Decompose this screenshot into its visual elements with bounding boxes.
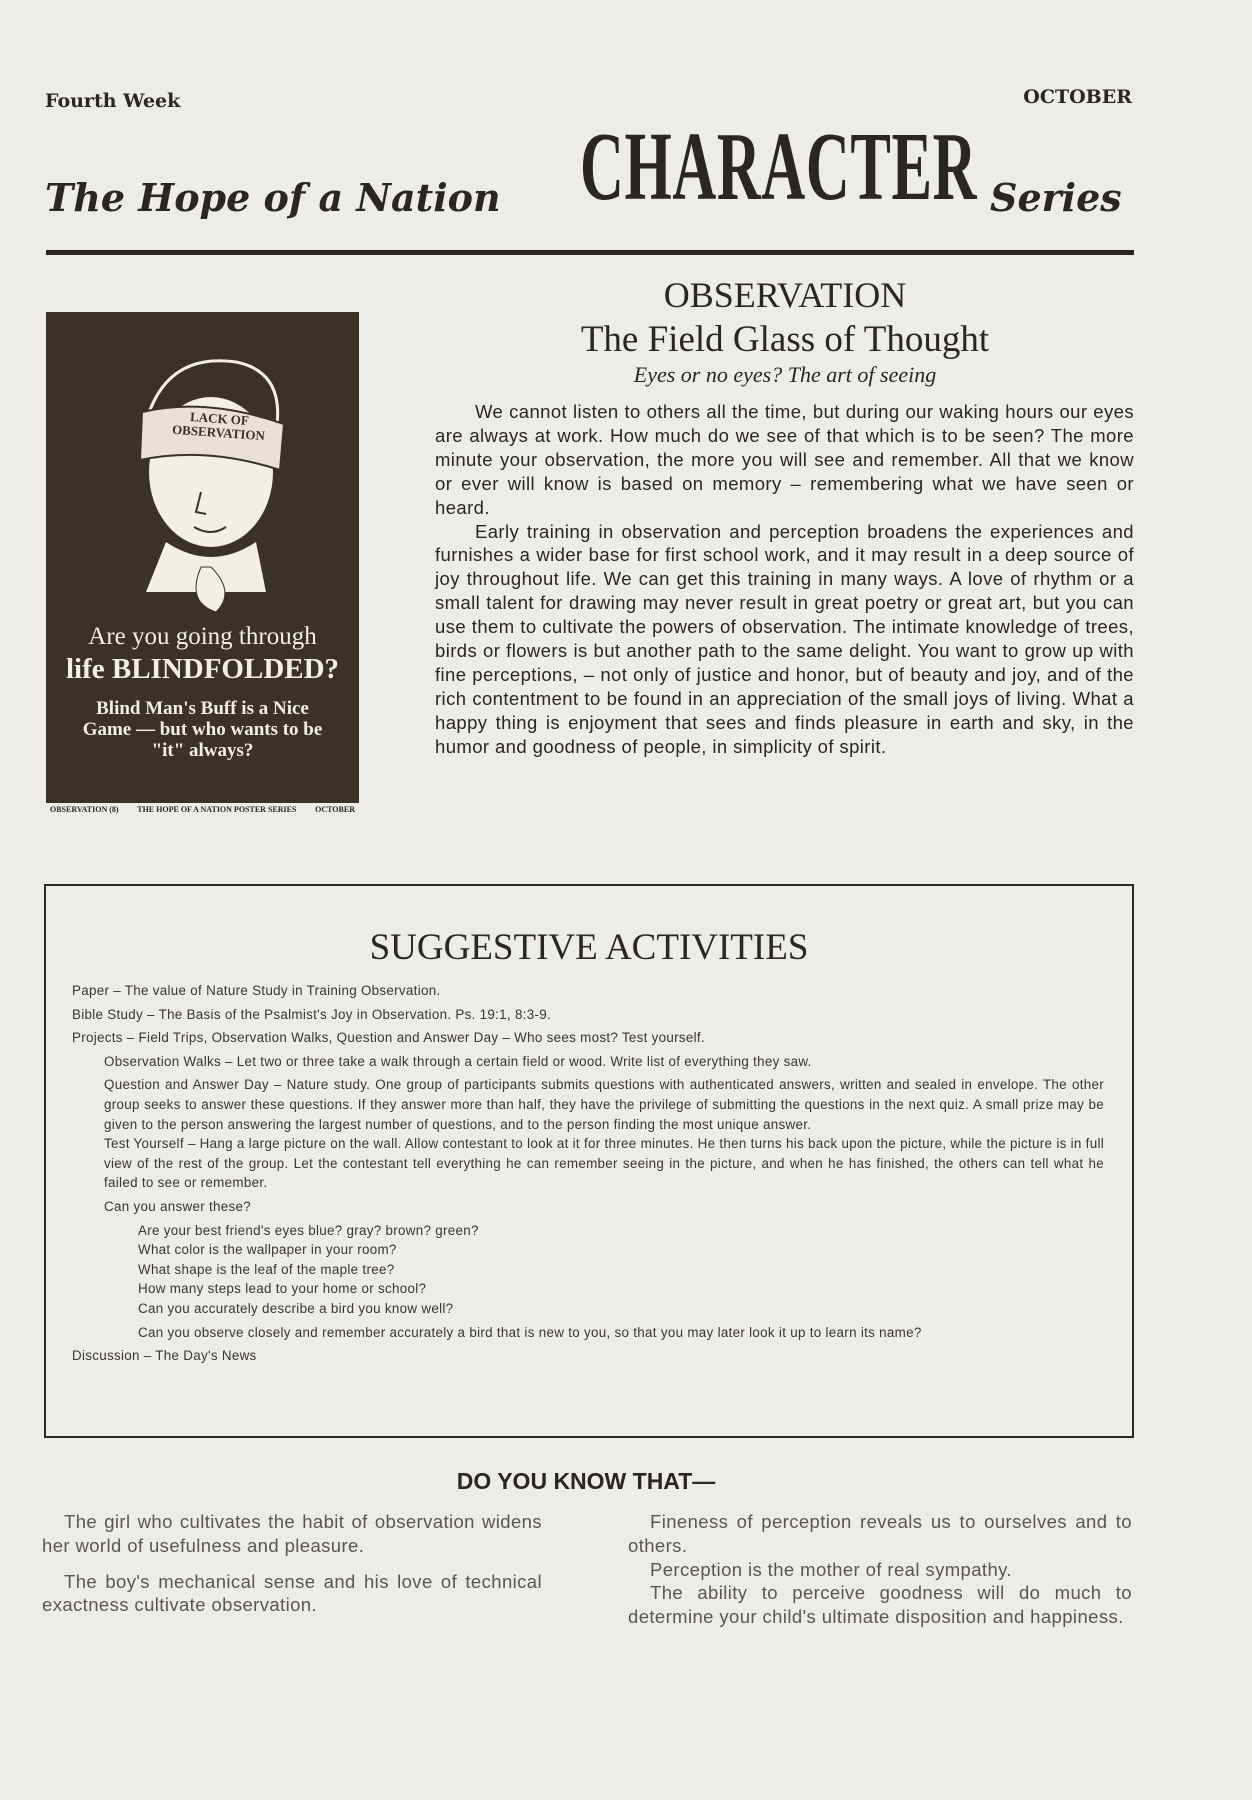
know-item: Fineness of perception reveals us to ourselves and to others.: [628, 1511, 1132, 1556]
series-title-left: The Hope of a Nation: [45, 175, 501, 220]
activities-list: [72, 981, 1104, 1370]
activity-qa: Question and Answer Day – Nature study. One group of participants submits questions with authenticated answers, written and sealed in envelope. The other group seeks to answer these questions. If they answer more than half, they have the privilege of submitting the questions in the next quiz. A small prize may be given to the person answering the largest number of questions, and to the person finding the most unique answer.: [104, 1077, 1104, 1132]
activity-walks: Observation Walks – Let two or three take a walk through a certain field or wood. Write list of everything they saw.: [104, 1053, 812, 1069]
blindfolded-boy-illustration: [106, 342, 306, 612]
question-item: Can you observe closely and remember accurately a bird that is new to you, so that you may later look it up to learn its name?: [138, 1324, 922, 1340]
article-paragraph: We cannot listen to others all the time, but during our waking hours our eyes are always at work. How much do we see of that which is to be seen? The more minute your observation, the more you will see and remember. All that we know or ever will know is based on memory – remembering what we have seen or heard.: [435, 401, 1134, 518]
poster-footer-mid: THE HOPE OF A NATION POSTER SERIES: [137, 805, 297, 814]
question-item: Can you accurately describe a bird you know well?: [138, 1300, 454, 1316]
activity-paper: Paper – The value of Nature Study in Training Observation.: [72, 983, 441, 998]
know-heading: DO YOU KNOW THAT—: [456, 1468, 716, 1494]
poster-text: [58, 622, 347, 761]
know-right-column: [628, 1510, 1132, 1629]
month-label: OCTOBER: [1023, 86, 1132, 108]
poster-footer-left: OBSERVATION (8): [50, 805, 119, 814]
activity-discussion: Discussion – The Day's News: [72, 1348, 257, 1364]
poster-line-3: Blind Man's Buff is a Nice Game — but who wants to be "it" always?: [82, 698, 323, 761]
question-item: How many steps lead to your home or school?: [138, 1281, 427, 1297]
poster-line-1: Are you going through: [88, 623, 317, 650]
poster-image: [46, 312, 359, 817]
question-item: Are your best friend's eyes blue? gray? brown? green?: [138, 1222, 479, 1238]
know-left-column: [42, 1510, 542, 1629]
question-item: What shape is the leaf of the maple tree?: [138, 1261, 395, 1277]
poster-footer: [46, 803, 359, 817]
poster-footer-right: OCTOBER: [315, 805, 355, 814]
poster-line-2: life BLINDFOLDED?: [65, 653, 340, 685]
article-body: [435, 400, 1134, 759]
article-paragraph: Early training in observation and perception broadens the experiences and furnishes a wider base for first school work, and it may result in a deep source of joy throughout life. We can get this training in many ways. A love of rhythm or a small talent for drawing may never result in great poetry or great art, but you can use them to cultivate the powers of observation. The intimate knowledge of trees, birds or flowers is but another path to the same delight. You want to grow up with fine perceptions, – not only of justice and honor, but of beauty and joy, and of the rich contentment to be found in an appreciation of the small joys of living. What a happy thing is enjoyment that sees and finds pleasure in earth and sky, in the humor and goodness of people, in simplicity of spirit.: [435, 520, 1134, 757]
activity-can: Can you answer these?: [104, 1198, 251, 1214]
article-heading: OBSERVATION: [663, 275, 907, 315]
know-item: The ability to perceive goodness will do much to determine your child's ultimate disposition and happiness.: [628, 1582, 1132, 1628]
know-item: The girl who cultivates the habit of observation widens her world of usefulness and pleasure.: [42, 1511, 542, 1556]
question-item: What color is the wallpaper in your room?: [138, 1242, 397, 1258]
article-subtitle: Eyes or no eyes? The art of seeing: [633, 362, 937, 387]
know-item: Perception is the mother of real sympathy.: [650, 1558, 1012, 1580]
activity-bible: Bible Study – The Basis of the Psalmist's Joy in Observation. Ps. 19:1, 8:3-9.: [72, 1006, 551, 1022]
activities-box: [44, 884, 1134, 1438]
activity-projects: Projects – Field Trips, Observation Walks, Question and Answer Day – Who sees most? Test yourself.: [72, 1030, 705, 1046]
activity-test: Test Yourself – Hang a large picture on the wall. Allow contestant to look at it for three minutes. He then turns his back upon the picture, while the picture is in full view of the rest of the group. Let the contestant tell everything he can remember seeing in the picture, and when he has finished, the others can tell what he failed to see or remember.: [104, 1136, 1104, 1191]
series-title-main: CHARACTER: [580, 113, 978, 221]
article-title: The Field Glass of Thought: [580, 319, 990, 360]
header-rule: [46, 250, 1134, 255]
blindfold-band-text: LACK OF OBSERVATION: [171, 408, 266, 444]
activities-heading: SUGGESTIVE ACTIVITIES: [369, 927, 809, 968]
week-label: Fourth Week: [45, 90, 181, 112]
know-item: The boy's mechanical sense and his love of technical exactness cultivate observation.: [42, 1570, 542, 1616]
series-title-right: Series: [990, 175, 1122, 220]
